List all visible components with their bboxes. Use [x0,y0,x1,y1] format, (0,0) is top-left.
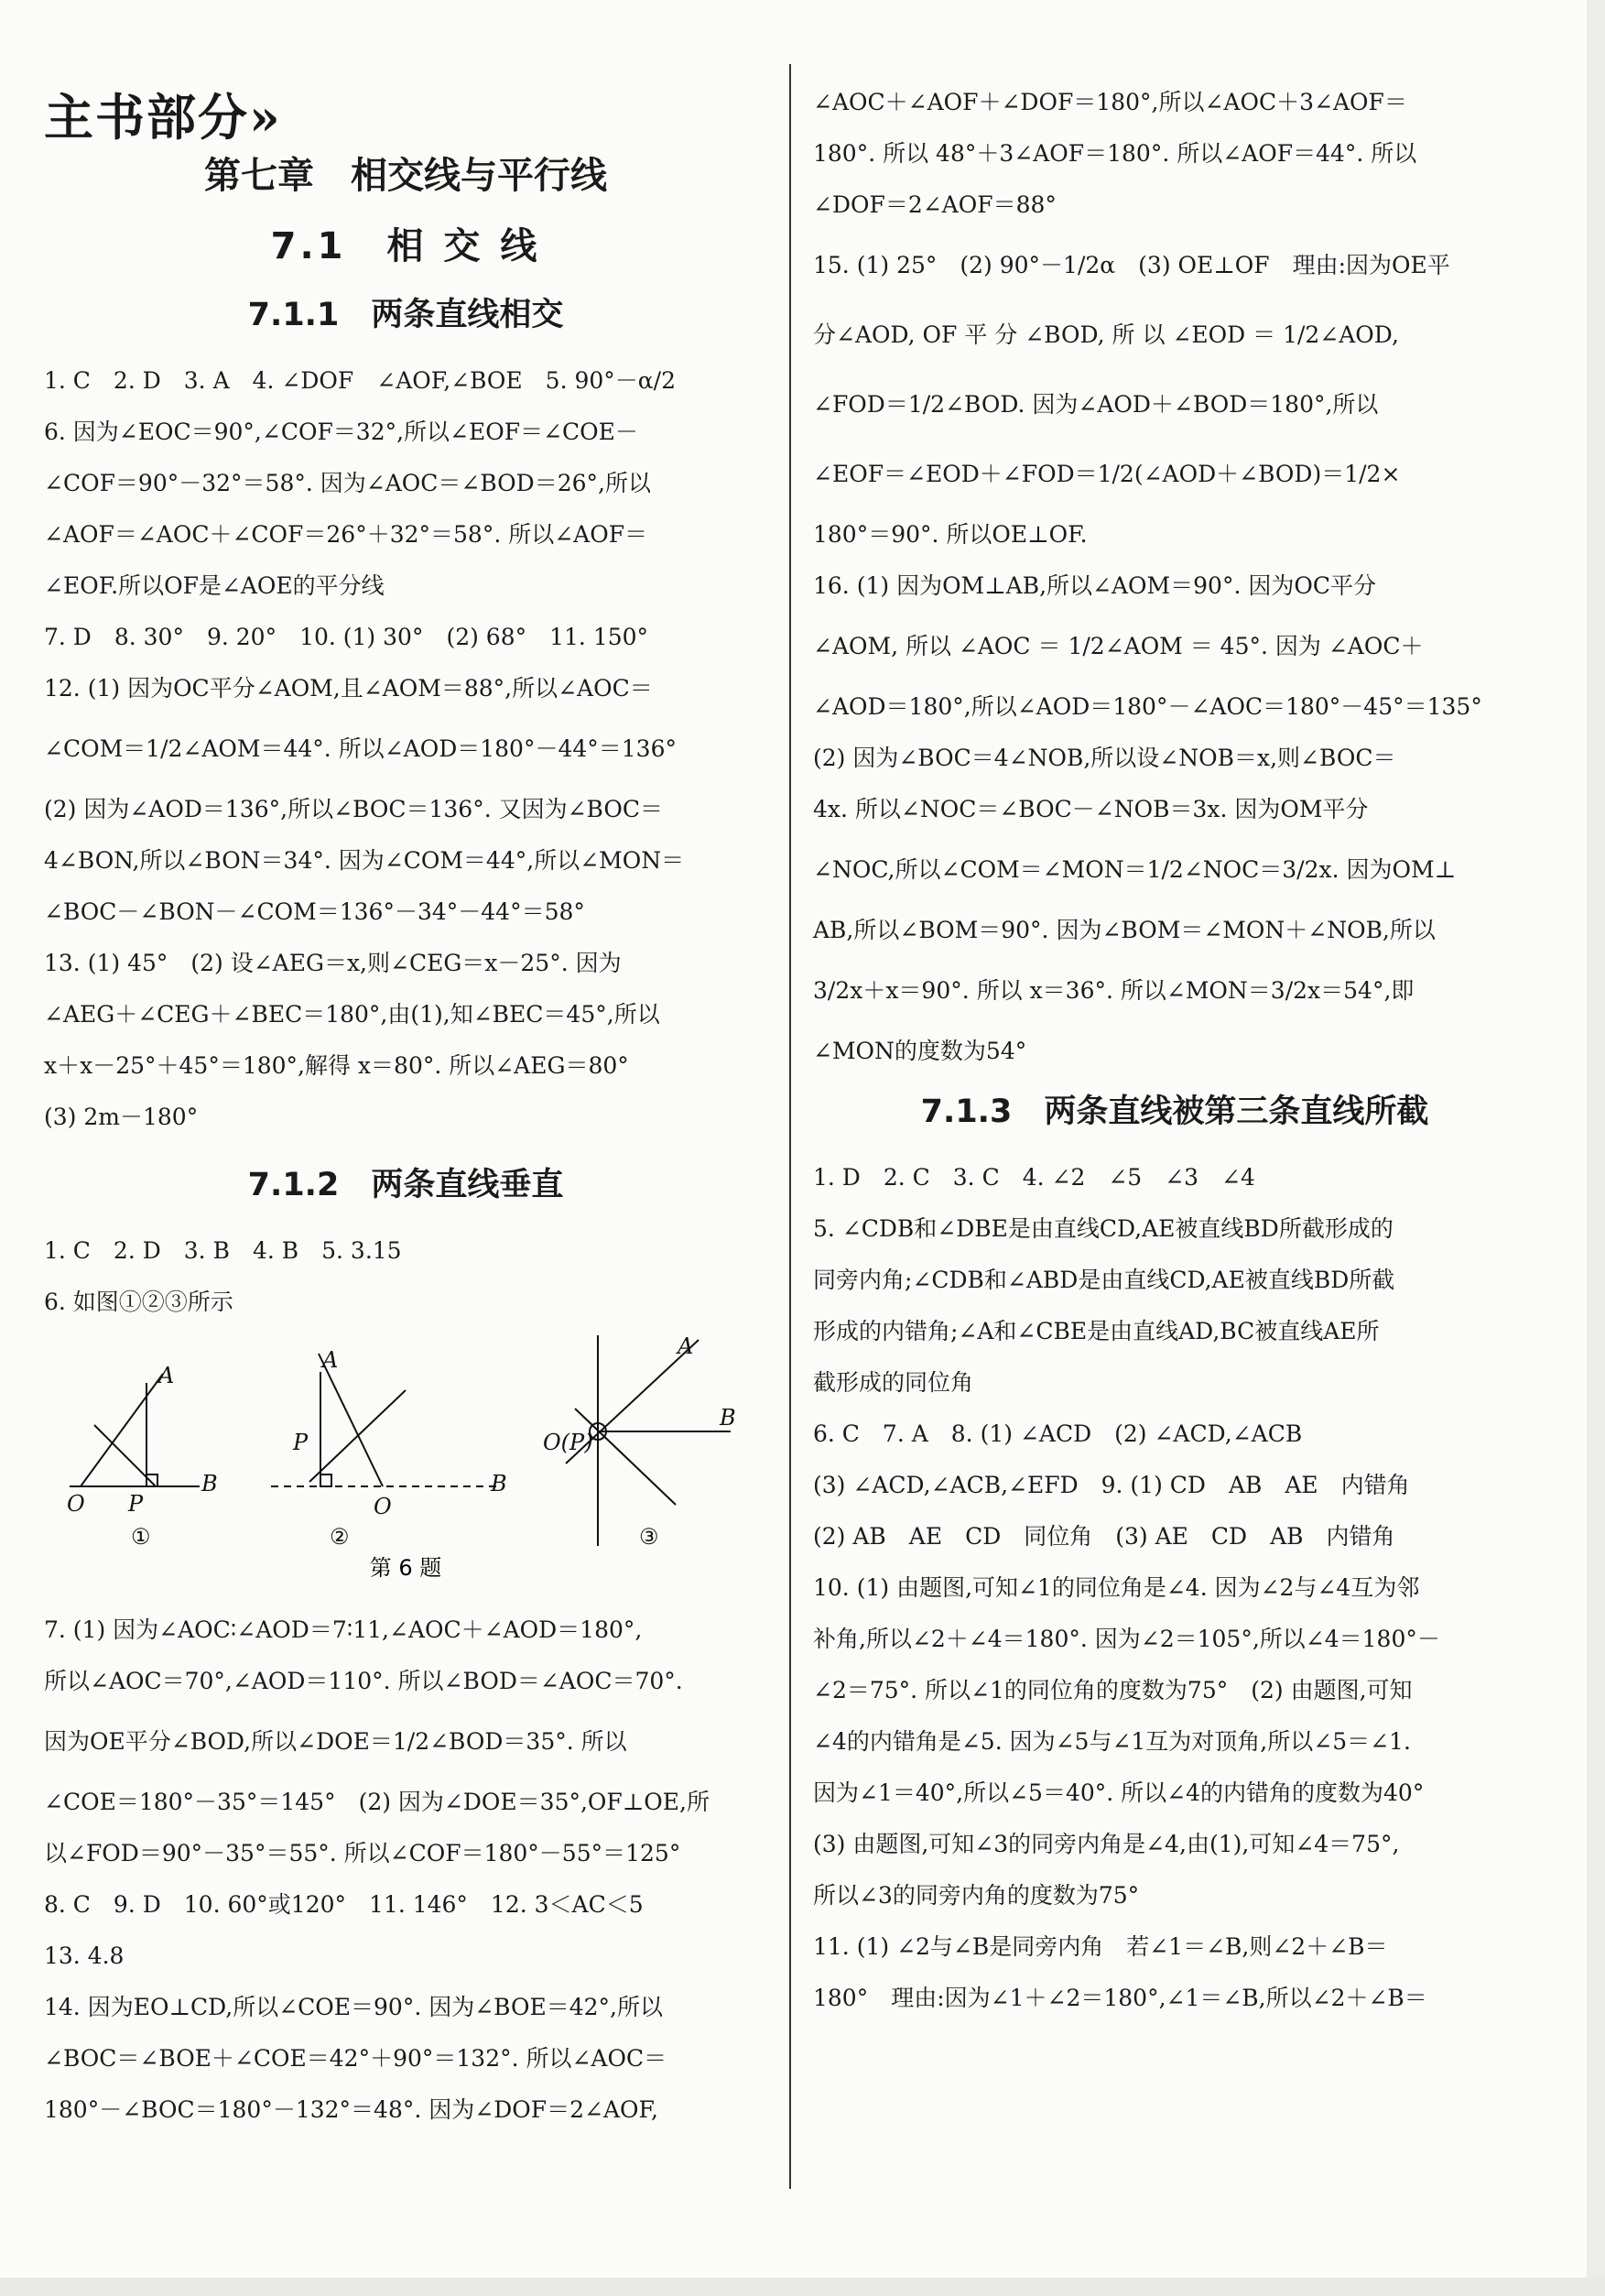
answers-712-a [44,1225,767,1328]
answer-line: 1. D 2. C 3. C 4. ∠2 ∠5 ∠3 ∠4 [813,1164,1255,1191]
answer-line: 补角,所以∠2＋∠4＝180°. 因为∠2＝105°,所以∠4＝180°－ [813,1626,1440,1652]
answer-line: ∠AOM, 所以 ∠AOC ＝ 1/2∠AOM ＝ 45°. 因为 ∠AOC＋ [813,633,1424,659]
answer-line: 形成的内错角;∠A和∠CBE是由直线AD,BC被直线AE所 [813,1318,1380,1344]
fig3-perp [575,1409,676,1505]
answer-line: (2) AB AE CD 同位角 (3) AE CD AB 内错角 [813,1523,1395,1550]
answer-line: 11. (1) ∠2与∠B是同旁内角 若∠1＝∠B,则∠2＋∠B＝ [813,1933,1388,1960]
answer-line: 所以∠AOC＝70°,∠AOD＝110°. 所以∠BOD＝∠AOC＝70°. [44,1668,683,1694]
fig2-label-b: B [491,1471,507,1496]
figure-q6-drawing [44,1335,767,1583]
fig3-label-op: O(P) [543,1430,593,1455]
answer-line: 因为OE平分∠BOD,所以∠DOE＝1/2∠BOD＝35°. 所以 [44,1728,627,1755]
left-column [44,147,767,2136]
answer-line: (3) 2m－180° [44,1104,199,1130]
answer-line: ∠EOF＝∠EOD＋∠FOD＝1/2(∠AOD＋∠BOD)＝1/2× [813,461,1401,487]
answer-line: 13. 4.8 [44,1942,125,1969]
answer-line: 12. (1) 因为OC平分∠AOM,且∠AOM＝88°,所以∠AOC＝ [44,675,653,702]
figure-q6 [44,1335,767,1601]
answer-line: (2) 因为∠AOD＝136°,所以∠BOC＝136°. 又因为∠BOC＝ [44,796,663,822]
fig1-label-b: B [201,1471,218,1496]
page-edge [1587,0,1605,2296]
answer-line: 180°－∠BOC＝180°－132°＝48°. 因为∠DOF＝2∠AOF, [44,2096,658,2123]
subsection-title-712: 7.1.2 两条直线垂直 [247,1167,564,1203]
fig1-line-oa [81,1374,163,1486]
answer-line: ∠NOC,所以∠COM＝∠MON＝1/2∠NOC＝3/2x. 因为OM⊥ [813,856,1457,883]
section-title: 7.1 相 交 线 [270,225,541,267]
fig3-label-b: B [720,1405,736,1431]
answer-line: 4x. 所以∠NOC＝∠BOC－∠NOB＝3x. 因为OM平分 [813,796,1369,822]
answer-line: ∠BOC＝∠BOE＋∠COE＝42°＋90°＝132°. 所以∠AOC＝ [44,2045,667,2072]
fig1-label-o: O [67,1491,85,1517]
subsection-title-713: 7.1.3 两条直线被第三条直线所截 [920,1094,1429,1130]
answer-line: 1. C 2. D 3. B 4. B 5. 3.15 [44,1237,402,1264]
answer-line: 5. ∠CDB和∠DBE是由直线CD,AE被直线BD所截形成的 [813,1215,1394,1242]
answer-line: x＋x－25°＋45°＝180°,解得 x＝80°. 所以∠AEG＝80° [44,1052,629,1079]
answer-line: 3/2x＋x＝90°. 所以 x＝36°. 所以∠MON＝3/2x＝54°,即 [813,977,1415,1004]
answer-line: (3) ∠ACD,∠ACB,∠EFD 9. (1) CD AB AE 内错角 [813,1472,1410,1498]
answer-line: 10. (1) 由题图,可知∠1的同位角是∠4. 因为∠2与∠4互为邻 [813,1574,1420,1601]
answer-line: 15. (1) 25° (2) 90°－1/2α (3) OE⊥OF 理由:因为OE平 [813,252,1450,278]
fig1-label-a: A [158,1363,175,1388]
answer-line: 13. (1) 45° (2) 设∠AEG＝x,则∠CEG＝x－25°. 因为 [44,950,622,976]
answer-line: ∠COE＝180°－35°＝145° (2) 因为∠DOE＝35°,OF⊥OE,所 [44,1789,710,1815]
answers-713 [813,1152,1536,2024]
answer-line: ∠BOC－∠BON－∠COM＝136°－34°－44°＝58° [44,898,585,925]
chapter-title: 第七章 相交线与平行线 [204,155,607,197]
answer-line: ∠COF＝90°－32°＝58°. 因为∠AOC＝∠BOD＝26°,所以 [44,470,651,496]
answer-line: 8. C 9. D 10. 60°或120° 11. 146° 12. 3＜AC＜5 [44,1891,644,1918]
fig2-number: ② [330,1524,350,1550]
fig2-perp [309,1390,406,1482]
answer-line: ∠MON的度数为54° [813,1038,1027,1064]
fig2-label-o: O [374,1494,392,1519]
fig1-right-angle [146,1474,157,1486]
answer-line: 因为∠1＝40°,所以∠5＝40°. 所以∠4的内错角的度数为40° [813,1779,1425,1806]
fig2-label-a: A [322,1347,339,1373]
answer-line: (3) 由题图,可知∠3的同旁内角是∠4,由(1),可知∠4＝75°, [813,1831,1400,1857]
answer-line: ∠EOF.所以OF是∠AOE的平分线 [44,572,385,599]
brand-heading: 主书部分» [44,88,282,147]
answer-line: 截形成的同位角 [813,1369,974,1396]
subsection-title-711: 7.1.1 两条直线相交 [247,297,564,333]
answer-line: 6. 如图①②③所示 [44,1289,233,1315]
answer-line: ∠COM＝1/2∠AOM＝44°. 所以∠AOD＝180°－44°＝136° [44,735,677,762]
answer-line: 14. 因为EO⊥CD,所以∠COE＝90°. 因为∠BOE＝42°,所以 [44,1994,664,2020]
fig1-label-p: P [128,1491,144,1517]
answer-line: 7. (1) 因为∠AOC∶∠AOD＝7∶11,∠AOC＋∠AOD＝180°, [44,1616,643,1643]
answers-711-continued [813,77,1536,1077]
answer-line: 所以∠3的同旁内角的度数为75° [813,1882,1140,1909]
answer-line: ∠FOD＝1/2∠BOD. 因为∠AOD＋∠BOD＝180°,所以 [813,391,1379,418]
answer-line: 6. 因为∠EOC＝90°,∠COF＝32°,所以∠EOF＝∠COE－ [44,419,638,445]
column-divider [789,64,791,2189]
answer-line: 以∠FOD＝90°－35°＝55°. 所以∠COF＝180°－55°＝125° [44,1840,681,1866]
answer-line: ∠2＝75°. 所以∠1的同位角的度数为75° (2) 由题图,可知 [813,1677,1413,1703]
answer-line: 180° 理由:因为∠1＋∠2＝180°,∠1＝∠B,所以∠2＋∠B＝ [813,1985,1427,2011]
answer-line: ∠4的内错角是∠5. 因为∠5与∠1互为对顶角,所以∠5＝∠1. [813,1728,1411,1755]
answer-line: (2) 因为∠BOC＝4∠NOB,所以设∠NOB＝x,则∠BOC＝ [813,745,1396,771]
answer-line: 180°＝90°. 所以OE⊥OF. [813,521,1088,548]
answer-line: 同旁内角;∠CDB和∠ABD是由直线CD,AE被直线BD所截 [813,1267,1395,1293]
fig3-label-a: A [678,1335,694,1359]
fig2-right-angle [320,1474,331,1486]
answer-line: ∠AEG＋∠CEG＋∠BEC＝180°,由(1),知∠BEC＝45°,所以 [44,1001,660,1028]
answers-712-b [44,1605,767,2136]
page-footer-strip [0,2278,1605,2296]
answer-line: 180°. 所以 48°＋3∠AOF＝180°. 所以∠AOF＝44°. 所以 [813,140,1417,167]
answer-line: 16. (1) 因为OM⊥AB,所以∠AOM＝90°. 因为OC平分 [813,572,1376,599]
answer-line: 6. C 7. A 8. (1) ∠ACD (2) ∠ACD,∠ACB [813,1420,1303,1447]
answer-line: 4∠BON,所以∠BON＝34°. 因为∠COM＝44°,所以∠MON＝ [44,847,685,874]
answer-line: AB,所以∠BOM＝90°. 因为∠BOM＝∠MON＋∠NOB,所以 [813,917,1436,943]
answers-711 [44,355,767,1143]
answer-line: ∠AOD＝180°,所以∠AOD＝180°－∠AOC＝180°－45°＝135° [813,693,1482,720]
answer-line: ∠DOF＝2∠AOF＝88° [813,191,1057,218]
answer-line: 1. C 2. D 3. A 4. ∠DOF ∠AOF,∠BOE 5. 90°－α/2 [44,367,677,394]
answer-line: ∠AOC＋∠AOF＋∠DOF＝180°,所以∠AOC＋3∠AOF＝ [813,89,1407,115]
fig2-label-p: P [293,1430,309,1455]
answer-line: 7. D 8. 30° 9. 20° 10. (1) 30° (2) 68° 11. 150° [44,624,649,650]
answer-line: 分∠AOD, OF 平 分 ∠BOD, 所 以 ∠EOD ＝ 1/2∠AOD, [813,321,1399,348]
fig1-number: ① [131,1524,151,1550]
fig3-number: ③ [639,1524,659,1550]
answer-line: ∠AOF＝∠AOC＋∠COF＝26°＋32°＝58°. 所以∠AOF＝ [44,521,648,548]
right-column [813,77,1536,2024]
figure-caption: 第 6 题 [369,1555,442,1581]
